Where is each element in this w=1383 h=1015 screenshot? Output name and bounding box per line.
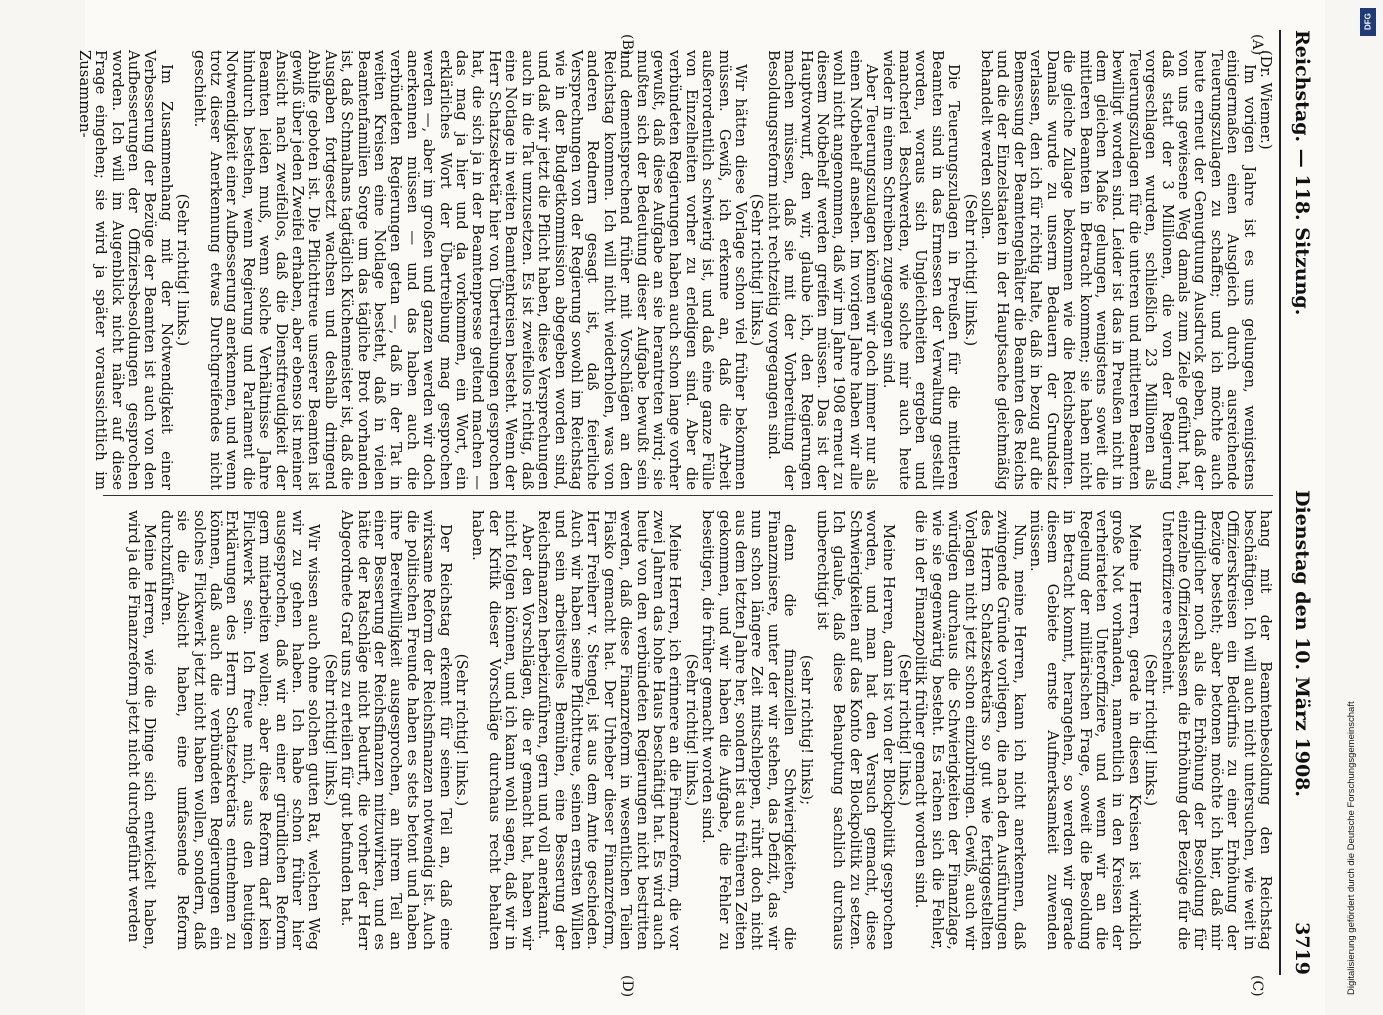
header-rule	[1279, 30, 1281, 975]
page-header	[1283, 30, 1317, 975]
left-column	[75, 50, 1274, 490]
dfg-logo: DFG	[1360, 8, 1376, 36]
margin-letter-b: (B)	[619, 34, 635, 56]
paragraph: Im vorigen Jahre ist es uns gelungen, wenigstens einigermaßen einen Ausgleich durch ausreichende Teuerungszulagen zu schaffen; und ich möchte auch heute erneut der Genugtuung Ausdruck geben, daß der von uns gewiesene Weg damals zum Ziele geführt hat, daß statt der 3 Millionen, die von der Regierung vorgeschlagen wurden, schließlich 23 Millionen als Teuerungszulagen für die unteren und mittleren Beamten bewilligt worden sind. Leider ist das in Preußen nicht in dem gleichen Maße gelungen, wenigstens soweit die mittleren Beamten in Betracht kommen; sie haben nicht die gleiche Zulage bekommen wie die Reichsbeamten. Damals wurde zu unserm Bedauern der Grundsatz verlassen, den ich für richtig halte, daß in bezug auf die Bemessung der Beamtengehälter die Beamten des Reichs und die der Einzelstaaten in der Hauptsache gleichmäßig behandelt werden sollen.	[978, 50, 1258, 490]
interjection: (Sehr richtig! links.)	[174, 193, 192, 347]
speaker-label: (Dr. Wiemer.)	[1257, 50, 1274, 150]
margin-letter-d: (D)	[619, 975, 635, 998]
paragraph: Meine Herren, ich erinnere an die Finanzreform, die vor zwei Jahren das hohe Haus beschäftigt hat. Es wird auch heute von den verbündeten Regierungen nicht bestritten werden, daß diese Finanzreform in wesentlichen Teilen Fiasko gemacht hat. Der Urheber dieser Finanzreform, Herr Freiherr v. Stengel, ist aus dem Amte geschieden. Auch wir haben seine Pflichttreue, seinen ernsten Willen und sein arbeitsvolles Bemühen, eine Besserung der Reichsfinanzen herbeizuführen, gern und voll anerkannt.	[535, 510, 684, 950]
interjection: (sehr richtig! links);	[797, 654, 815, 806]
paragraph: hang mit der Beamtenbesoldung den Reichstag beschäftigen. Ich will auch nicht untersuchen, wie weit in Offizierskreisen ein Bedürfnis zu einer Erhöhung der Bezüge besteht; aber betonen möchte ich hier, daß mir dringlicher noch als die Erhöhung der Besoldung für einzelne Offiziersklassen die Erhöhung der Bezüge für die Unteroffiziere erscheint.	[1158, 510, 1274, 950]
scanned-page	[75, 0, 1325, 1015]
paragraph: Der Reichstag erkennt für seinen Teil an, daß eine wirksame Reform der Reichsfinanzen notwendig ist. Auch die politischen Freunde haben es stets betont und haben ihre Bereitwilligkeit ausgesprochen, an ihrem Teil an einer Besserung der Reichsfinanzen mitzuwirken, und es hätte der Ratschläge nicht bedurft, die vorher der Herr Abgeordnete Graf uns zu erteilen für gut befunden hat.	[338, 510, 454, 950]
page-number: 3719	[1291, 922, 1313, 975]
interjection: (Sehr richtig! links.)	[748, 193, 766, 347]
paragraph: Wir wissen auch ohne solchen guten Rat, welchen Weg wir zu gehen haben. Ich habe schon früher hier ausgesprochen, daß wir an einer gründlichen Reform gern mitarbeiten wollen; aber diese Reform darf kein Flickwerk sein. Ich freue mich, aus den heutigen Erklärungen des Herrn Schatzsekretärs entnehmen zu können, daß auch die verbündeten Regierungen ein solches Flickwerk jetzt nicht haben wollen, sondern, daß sie die Absicht haben, eine umfassende Reform durchzuführen.	[157, 510, 323, 950]
paragraph: Meine Herren, wie die Dinge sich entwickelt haben, wird ja die Finanzreform jetzt nicht durchgeführt werden	[124, 510, 159, 950]
interjection: (Sehr richtig! links.)	[1142, 653, 1160, 807]
interjection: (Sehr richtig! links.)	[682, 653, 700, 807]
right-column	[103, 510, 1273, 950]
interjection: (Sehr richtig! links.)	[453, 653, 471, 807]
paragraph: Meine Herren, dann ist von der Blockpolitik gesprochen worden, und man hat den Versuch gemacht, diese Schwierigkeiten auf das Konto der Blockpolitik zu setzen. Ich glaube, daß diese Behauptung sachlich durchaus unberechtigt ist	[814, 510, 897, 950]
paragraph: Im Zusammenhang mit der Notwendigkeit einer Verbesserung der Bezüge der Beamten ist auch von den Aufbesserungen der Offiziersbesoldungen gesprochen worden. Ich will im Augenblick nicht näher auf diese Frage eingehen; sie wird ja später voraussichtlich im Zusammen-	[75, 50, 175, 490]
margin-letter-c: (C)	[1249, 975, 1265, 997]
paragraph: Aber den Vorschlägen, die er gemacht hat, haben wir nicht folgen können, und ich kann wohl sagen, daß wir in der Kritik dieser Vorschläge durchaus recht behalten haben.	[469, 510, 536, 950]
paragraph: denn die finanziellen Schwierigkeiten, die Finanzmisere, unter der wir stehen, das Defizit, das wir nun schon längere Zeit mitschleppen, rührt doch nicht aus dem letzten Jahre her, sondern ist aus früheren Zeiten gekommen, und wir haben die Aufgabe, die Fehler zu beseitigen, die früher gemacht worden sind.	[699, 510, 799, 950]
header-date: Dienstag den 10. März 1908.	[1291, 490, 1313, 798]
digitization-credit: Digitalisierung gefördert durch die Deutsche Forschungsgemeinschaft	[1346, 701, 1357, 995]
header-left: Reichstag. — 118. Sitzung.	[1291, 30, 1313, 316]
paragraph: Die Teuerungszulagen in Preußen für die mittleren Beamten sind in das Ermessen der Verwaltung gestellt worden, woraus sich Ungleichheiten ergeben und mancherlei Beschwerden, wie solche mir auch heute wieder in einem Schreiben zugegangen sind.	[879, 50, 963, 490]
paragraph: Aber Teuerungszulagen können wir doch immer nur als einen Notbehelf ansehen. Im vorigen Jahre haben wir alle wohl nicht angenommen, daß wir im Jahre 1908 erneut zu diesem Notbehelf werden greifen müssen. Das ist der Hauptvorwurf, den wir, glaube ich, den Regierungen machen müssen, daß sie mit der Vorbereitung der Besoldungsreform nicht rechtzeitig vorgegangen sind.	[764, 50, 881, 490]
paragraph: Nun, meine Herren, kann ich nicht anerkennen, daß zwingende Gründe vorliegen, die nach den Ausführungen des Herrn Schatzsekretärs so gut wie fertiggestellten Vorlagen nicht jetzt schon einzubringen. Gewiß, auch wir würdigen durchaus die Schwierigkeiten der Finanzlage, wie sie gegenwärtig besteht. Es rächen sich die Fehler, die in der Finanzpolitik früher gemacht worden sind.	[912, 510, 1028, 950]
interjection: (Sehr richtig! links.)	[321, 653, 339, 807]
margin-letter-a: (A)	[1249, 34, 1265, 56]
paragraph: Meine Herren, gerade in diesen Kreisen ist wirklich große Not vorhanden, namentlich in den Kreisen der verheirateten Unteroffiziere, und wenn wir an die Regelung der militärischen Frage, soweit die Besoldung in Betracht kommt, herangehen, so werden wir gerade diesem Gebiete ernste Aufmerksamkeit zuwenden müssen.	[1027, 510, 1143, 950]
interjection: (Sehr richtig! links.)	[961, 193, 979, 347]
interjection: (Sehr richtig! links.)	[896, 653, 914, 807]
paragraph: Wir hätten diese Vorlage schon viel früher bekommen müssen. Gewiß, ich erkenne an, daß die Arbeit außerordentlich schwierig ist, und daß eine ganze Fülle von Einzelheiten vorher zu erledigen sind. Aber die verbündeten Regierungen haben auch schon lange vorher gewußt, daß diese Aufgabe an sie herantreten wird; sie mußten sich der Bedeutung dieser Aufgabe bewußt sein und dementsprechend früher mit Vorschlägen an den Reichstag kommen. Ich will nicht wiederholen, was von anderen Rednern gesagt ist, daß feierliche Versprechungen von der Regierung sowohl im Reichstag wie in der Budgetkommission abgegeben worden sind, und daß wir jetzt die Pflicht haben, diese Versprechungen auch in die Tat umzusetzen. Es ist zweifellos richtig, daß eine Notlage in weiten Beamtenkreisen besteht. Wenn der Herr Schatzsekretär hier von Übertreibungen gesprochen hat, die sich ja in der Beamtenpresse geltend machen — das mag ja hier und da vorkommen, ein Wort, ein erklärliches Wort der Übertreibung mag gesprochen werden —, aber im großen und ganzen werden wir doch anerkennen müssen — und das haben auch die verbündeten Regierungen getan —, daß in der Tat in weiten Kreisen eine Notlage besteht, daß in vielen Beamtenfamilien Sorge um das tägliche Brot vorhanden ist, daß Schmalhans tagtäglich Küchenmeister ist, daß die Ausgaben fortgesetzt wachsen und deshalb dringend Abhilfe geboten ist. Die Pflichttreue unserer Beamten ist gewiß über jeden Zweifel erhaben, aber ebenso ist meiner Ansicht nach zweifellos, daß die Dienstfreudigkeit der Beamten leiden muß, wenn solche Verhältnisse Jahre hindurch bestehen, wenn Regierung und Parlament die Notwendigkeit einer Aufbesserung anerkennen, und wenn trotz dieser Anerkennung etwas Durchgreifendes nicht geschieht.	[190, 50, 749, 490]
column-divider	[103, 495, 1273, 496]
